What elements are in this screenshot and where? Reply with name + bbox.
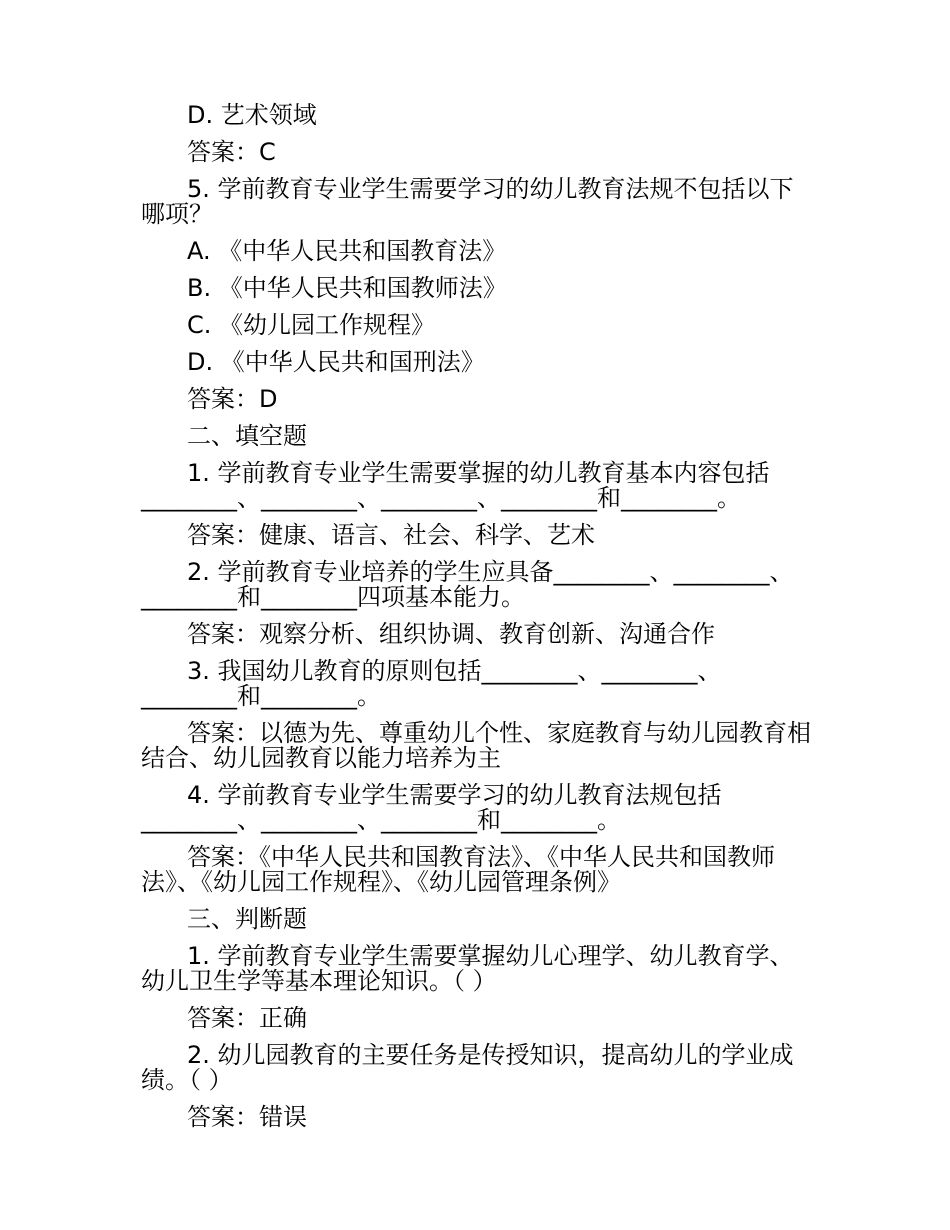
answer-paragraph: 答案：观察分析、组织协调、教育创新、沟通合作 [187,620,715,648]
answer-paragraph: 答案：《中华人民共和国教育法》、《中华人民共和国教师法》、《幼儿园工作规程》、《幼儿园管理条例》 [141,843,775,896]
answer-paragraph: 答案：正确 [187,1004,307,1032]
option-c-paragraph: C. 《幼儿园工作规程》 [187,311,436,339]
option-d-paragraph: D. 艺术领域 [187,101,317,129]
section-heading: 三、判断题 [187,905,307,933]
question-paragraph: 2. 幼儿园教育的主要任务是传授知识，提高幼儿的学业成绩。（ ） [141,1041,794,1094]
option-d-paragraph: D. 《中华人民共和国刑法》 [187,348,485,376]
option-b-paragraph: B. 《中华人民共和国教师法》 [187,274,507,302]
question-paragraph: 2. 学前教育专业培养的学生应具备________、________、________和________四项基本能力。 [141,558,794,611]
section-heading: 二、填空题 [187,422,307,450]
answer-paragraph: 答案：C [187,138,276,166]
answer-paragraph: 答案：D [187,385,278,413]
question-paragraph: 1. 学前教育专业学生需要掌握幼儿心理学、幼儿教育学、幼儿卫生学等基本理论知识。（ ） [141,942,794,995]
answer-paragraph: 答案：以德为先、尊重幼儿个性、家庭教育与幼儿园教育相结合、幼儿园教育以能力培养为主 [141,719,811,772]
question-paragraph: 1. 学前教育专业学生需要掌握的幼儿教育基本内容包括________、________、________、________和________。 [141,459,770,512]
document-body [141,103,813,1142]
answer-paragraph: 答案：健康、语言、社会、科学、艺术 [187,521,595,549]
question-paragraph: 5. 学前教育专业学生需要学习的幼儿教育法规不包括以下哪项？ [141,175,794,228]
option-a-paragraph: A. 《中华人民共和国教育法》 [187,237,507,265]
question-paragraph: 3. 我国幼儿教育的原则包括________、________、________和________。 [141,657,722,710]
question-paragraph: 4. 学前教育专业学生需要学习的幼儿教育法规包括________、________、________和________。 [141,781,722,834]
answer-paragraph: 答案：错误 [187,1103,307,1131]
